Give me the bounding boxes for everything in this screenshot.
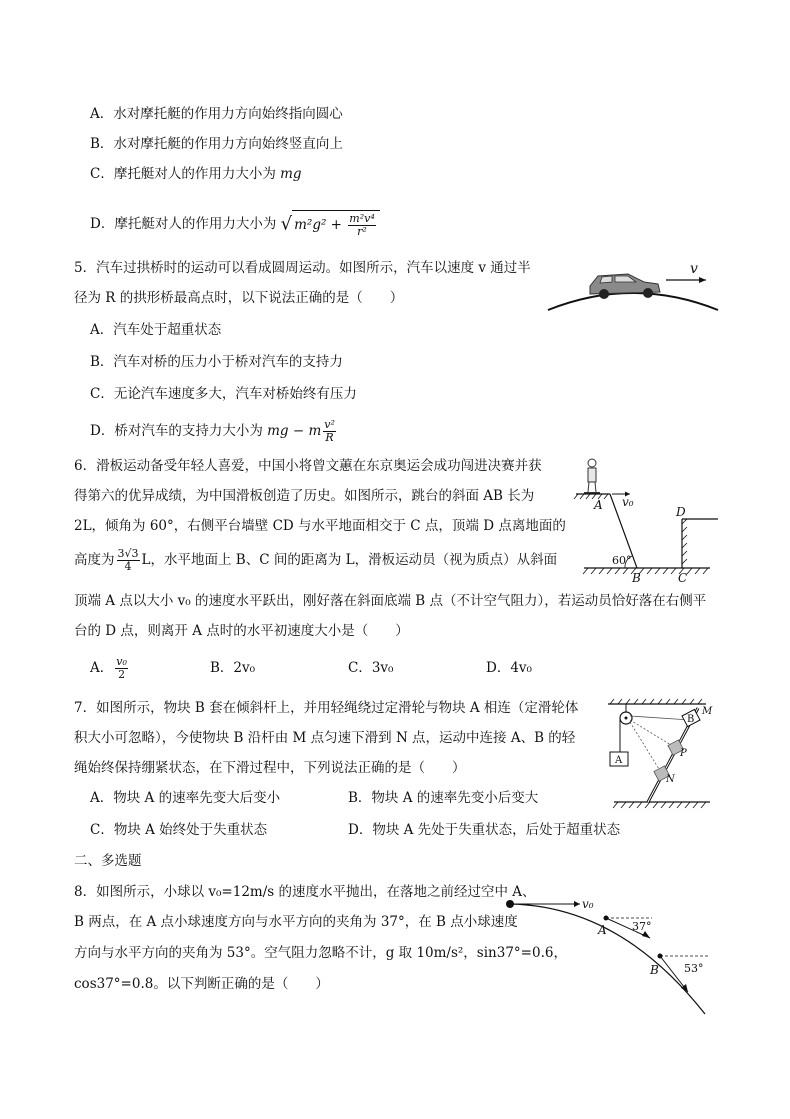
q5-d-den: R (325, 431, 334, 444)
q7-option-c: C．物块 A 始终处于失重状态 (90, 822, 268, 838)
ceiling-hatching (610, 699, 702, 704)
q5-option-d-expr: mg − m (267, 423, 322, 439)
angle-37-label: 37° (632, 920, 652, 933)
ground-hatching (613, 802, 706, 808)
rope-to-n (630, 722, 662, 774)
q6-height-fraction (117, 548, 140, 573)
rope-to-m (630, 716, 690, 720)
q5-d-fraction (323, 419, 336, 444)
q6-stem-line1: 6．滑板运动备受年轻人喜爱，中国小将曾文蕙在东京奥运会成功闯进决赛并获 (74, 458, 542, 474)
q7-stem-line2: 积大小可忽略），今使物块 B 沿杆由 M 点匀速下滑到 N 点，运动中连接 A、B 的轻 (74, 730, 576, 746)
q6-height-num: 3√3 (117, 547, 139, 560)
point-a-label: A (594, 498, 603, 512)
q6-option-a (90, 654, 130, 682)
trajectory (510, 904, 705, 1014)
q5-d-num: v² (324, 418, 335, 431)
point-p-label: P (680, 748, 687, 759)
q6-stem-line5: 顶端 A 点以大小 v₀ 的速度水平跃出，刚好落在斜面底端 B 点（不计空气阻力），若运动员恰好落在右侧平 (74, 593, 707, 609)
q5-option-c: C．无论汽车速度多大，汽车对桥始终有压力 (90, 386, 357, 402)
car-icon (590, 274, 660, 299)
q4-option-d (90, 210, 380, 239)
q4-option-a: A．水对摩托艇的作用力方向始终指向圆心 (90, 106, 343, 122)
q8-stem-line4: cos37°=0.8。以下判断正确的是（ ） (74, 976, 329, 992)
bridge-arch (548, 293, 718, 310)
q5-stem-line2: 径为 R 的拱形桥最高点时，以下说法正确的是（ ） (74, 290, 404, 306)
q4-sqrt-radicand (292, 210, 380, 239)
angle-label: 60° (612, 554, 632, 567)
q6-option-c: C．3v₀ (348, 660, 394, 676)
q6-option-a-label: A． (90, 660, 114, 676)
q6-stem-line6: 台的 D 点，则离开 A 点时的水平初速度大小是（ ） (74, 623, 409, 639)
q4-d-num: m²v⁴ (349, 212, 375, 225)
q7-option-a: A．物块 A 的速率先变大后变小 (90, 790, 281, 806)
q6-a-den: 2 (118, 668, 126, 681)
q4-option-c-text: C．摩托艇对人的作用力大小为 (90, 166, 281, 182)
block-a-label: A (615, 755, 623, 766)
q6-stem-line3: 2L，倾角为 60°，右侧平台墙壁 CD 与水平地面相交于 C 点，顶端 D 点离地面的 (74, 518, 566, 534)
v0-label: v₀ (582, 897, 594, 911)
q5-stem-line1: 5．汽车过拱桥时的运动可以看成圆周运动。如图所示，汽车以速度 v 通过半 (74, 260, 531, 276)
q4-option-d-text: D．摩托艇对人的作用力大小为 (90, 216, 277, 232)
q5-option-d (90, 418, 338, 444)
q6-a-num: v₀ (116, 655, 127, 668)
point-d-label: D (676, 505, 686, 519)
q4-d-fraction (348, 213, 375, 238)
ground-hatching (583, 568, 708, 574)
platform-hatching (574, 494, 608, 499)
q8-stem-line3: 方向与水平方向的夹角为 53°。空气阻力忽略不计，g 取 10m/s²，sin37°=0.6， (74, 945, 567, 961)
q7-option-b: B．物块 A 的速率先变小后变大 (348, 790, 539, 806)
q6-a-fraction (115, 656, 128, 681)
sqrt-sign: √ (280, 213, 293, 235)
q6-stem-line4 (74, 546, 557, 574)
q5-option-d-text: D．桥对汽车的支持力大小为 (90, 423, 268, 439)
wall-hatching (682, 519, 687, 564)
q4-option-b: B．水对摩托艇的作用力方向始终竖直向上 (90, 136, 343, 152)
q6-line4-post: L，水平地面上 B、C 间的距离为 L，滑板运动员（视为质点）从斜面 (141, 552, 558, 568)
q8-figure (500, 892, 720, 1022)
point-b-label: B (650, 963, 659, 977)
q4-option-c-expr: mg (280, 166, 302, 182)
q6-figure (570, 454, 720, 584)
q4-d-term1: m²g² + (294, 217, 347, 233)
v0-label: v₀ (622, 495, 634, 509)
q6-stem-line2: 得第六的优异成绩，为中国滑板创造了历史。如图所示，跳台的斜面 AB 长为 (74, 488, 535, 504)
q7-stem-line3: 绳始终保持绷紧状态，在下滑过程中，下列说法正确的是（ ） (74, 760, 466, 776)
q7-option-d: D．物块 A 先处于失重状态，后处于超重状态 (348, 822, 621, 838)
q5-figure (548, 256, 718, 314)
block-b-label: B (687, 714, 695, 725)
q5-option-b: B．汽车对桥的压力小于桥对汽车的支持力 (90, 354, 343, 370)
point-m-label: M (702, 706, 713, 717)
velocity-label: v (690, 261, 698, 277)
q7-stem-line1: 7．如图所示，物块 B 套在倾斜杆上，并用轻绳绕过定滑轮与物块 A 相连（定滑轮体 (74, 700, 579, 716)
q8-stem-line2: B 两点，在 A 点小球速度方向与水平方向的夹角为 37°，在 B 点小球速度 (74, 914, 518, 930)
q8-stem-line1: 8．如图所示，小球以 v₀=12m/s 的速度水平抛出，在落地之前经过空中 A、 (74, 884, 536, 900)
q4-d-den: r² (357, 225, 367, 238)
point-c-label: C (678, 571, 688, 585)
angle-53-label: 53° (684, 962, 704, 975)
q5-option-a: A．汽车处于超重状态 (90, 322, 222, 338)
point-b-label: B (632, 571, 641, 585)
q6-option-d: D．4v₀ (486, 660, 532, 676)
q6-height-den: 4 (124, 560, 132, 573)
skater-icon (584, 459, 600, 493)
section-heading-multi-choice: 二、多选题 (74, 853, 142, 869)
rope-to-p (630, 720, 676, 748)
q4-option-c (90, 164, 302, 184)
q6-line4-pre: 高度为 (74, 552, 115, 568)
point-a-label: A (598, 923, 607, 937)
q6-option-b: B．2v₀ (210, 660, 256, 676)
point-n-label: N (666, 774, 675, 785)
q7-figure (606, 698, 716, 810)
